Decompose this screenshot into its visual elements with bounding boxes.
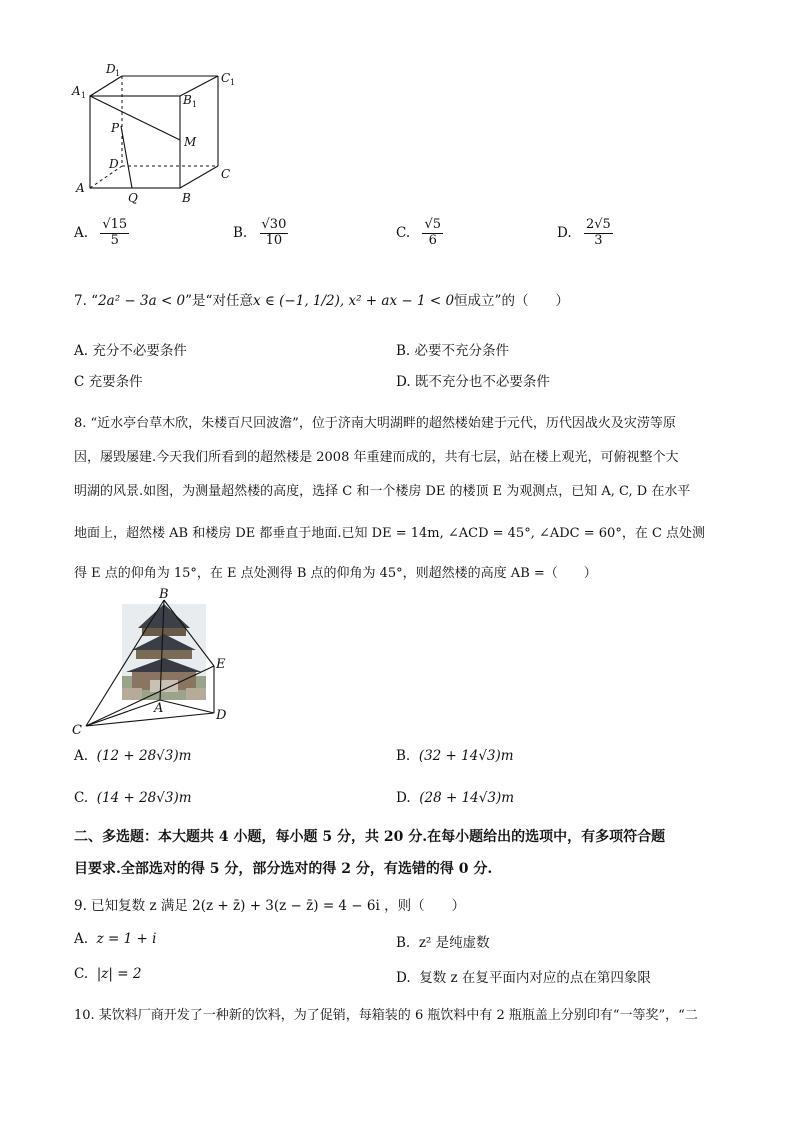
q7-option-b[interactable]: B. 必要不充分条件 xyxy=(396,343,510,359)
label-B1: B xyxy=(183,93,192,107)
q8-option-a[interactable]: A. (12 + 28√3)m xyxy=(74,748,192,764)
label-C1: C xyxy=(221,71,231,85)
q9-option-d[interactable]: D. 复数 z 在复平面内对应的点在第四象限 xyxy=(396,970,651,986)
label-D1-sub: 1 xyxy=(115,69,121,78)
q8-stem-line-3: 明湖的风景.如图，为测量超然楼的高度，选择 C 和一个楼房 DE 的楼顶 E 为观测点，已知 A, C, D 在水平 xyxy=(74,484,691,499)
label-D1: D xyxy=(106,62,116,76)
label-D: D xyxy=(109,157,119,171)
label-B: B xyxy=(182,191,191,205)
label-A1: A xyxy=(72,84,81,98)
label-Q: Q xyxy=(128,191,138,205)
q8-stem-line-4: 地面上，超然楼 AB 和楼房 DE 都垂直于地面.已知 DE = 14m, ∠ACD = 45°, ∠ADC = 60°，在 C 点处测 xyxy=(74,526,706,541)
q8-option-c[interactable]: C. (14 + 28√3)m xyxy=(74,790,192,806)
label-P: P xyxy=(111,121,120,135)
q8-stem-line-1: 8. “近水亭台草木欣，朱楼百尺回波澹”，位于济南大明湖畔的超然楼始建于元代，历代因战火及灾涝等原 xyxy=(74,416,676,431)
q7-stem: 7. “2a² − 3a < 0”是“对任意x ∈ (−1, 1/2), x² + ax − 1 < 0恒成立”的（ ） xyxy=(74,293,569,309)
q7-option-c[interactable]: C 充要条件 xyxy=(74,374,143,390)
q6-option-d[interactable]: D. $\frac{2√5}{3}$ xyxy=(557,217,611,248)
q6-option-c-frac: $\frac{√5}{6}$ xyxy=(424,217,441,248)
q8-option-b[interactable]: B. (32 + 14√3)m xyxy=(396,748,514,764)
q8-stem-line-2: 因，屡毁屡建.今天我们所看到的超然楼是 2008 年重建而成的，共有七层，站在楼上观光，可俯视整个大 xyxy=(74,450,679,465)
q7-option-d[interactable]: D. 既不充分也不必要条件 xyxy=(396,374,550,390)
q7-option-a[interactable]: A. 充分不必要条件 xyxy=(74,343,187,359)
label-C: C xyxy=(221,167,231,181)
label-B: B xyxy=(159,588,169,602)
label-C1-sub: 1 xyxy=(230,78,236,87)
tower-figure xyxy=(66,588,246,738)
q6-option-d-frac: $\frac{2√5}{3}$ xyxy=(585,217,611,248)
q9-stem: 9. 已知复数 z 满足 2(z + z̄) + 3(z − z̄) = 4 − 6i ，则（ ） xyxy=(74,898,466,914)
q8-stem-line-5: 得 E 点的仰角为 15°，在 E 点处测得 B 点的仰角为 45°，则超然楼的高度 AB =（ ） xyxy=(74,566,597,581)
q6-option-a-frac: $\frac{√15}{5}$ xyxy=(102,217,128,248)
q6-option-b[interactable]: B. $\frac{√30}{10}$ xyxy=(233,217,287,248)
label-A1-sub: 1 xyxy=(81,91,87,100)
label-C: C xyxy=(72,723,82,738)
section2-heading-line-2: 目要求.全部选对的得 5 分，部分选对的得 2 分，有选错的得 0 分. xyxy=(74,861,493,877)
q6-option-c[interactable]: C. $\frac{√5}{6}$ xyxy=(396,217,441,248)
q8-option-d[interactable]: D. (28 + 14√3)m xyxy=(396,790,515,806)
section2-heading-line-1: 二、多选题：本大题共 4 小题，每小题 5 分，共 20 分.在每小题给出的选项中，有多项符合题 xyxy=(74,829,666,845)
q6-option-a[interactable]: A. $\frac{√15}{5}$ xyxy=(74,217,128,248)
label-M: M xyxy=(184,135,197,149)
label-A: A xyxy=(76,181,85,195)
label-A: A xyxy=(154,701,164,716)
q10-stem: 10. 某饮料厂商开发了一种新的饮料，为了促销，每箱装的 6 瓶饮料中有 2 瓶瓶盖上分别印有“一等奖”，“二 xyxy=(74,1008,698,1023)
q6-option-b-frac: $\frac{√30}{10}$ xyxy=(261,217,287,248)
q9-option-b[interactable]: B. z² 是纯虚数 xyxy=(396,935,490,951)
label-E: E xyxy=(216,657,226,672)
cube-figure xyxy=(70,60,250,210)
q9-option-c[interactable]: C. |z| = 2 xyxy=(74,966,142,982)
label-B1-sub: 1 xyxy=(192,100,198,109)
q9-option-a[interactable]: A. z = 1 + i xyxy=(74,931,157,947)
label-D: D xyxy=(216,708,227,723)
